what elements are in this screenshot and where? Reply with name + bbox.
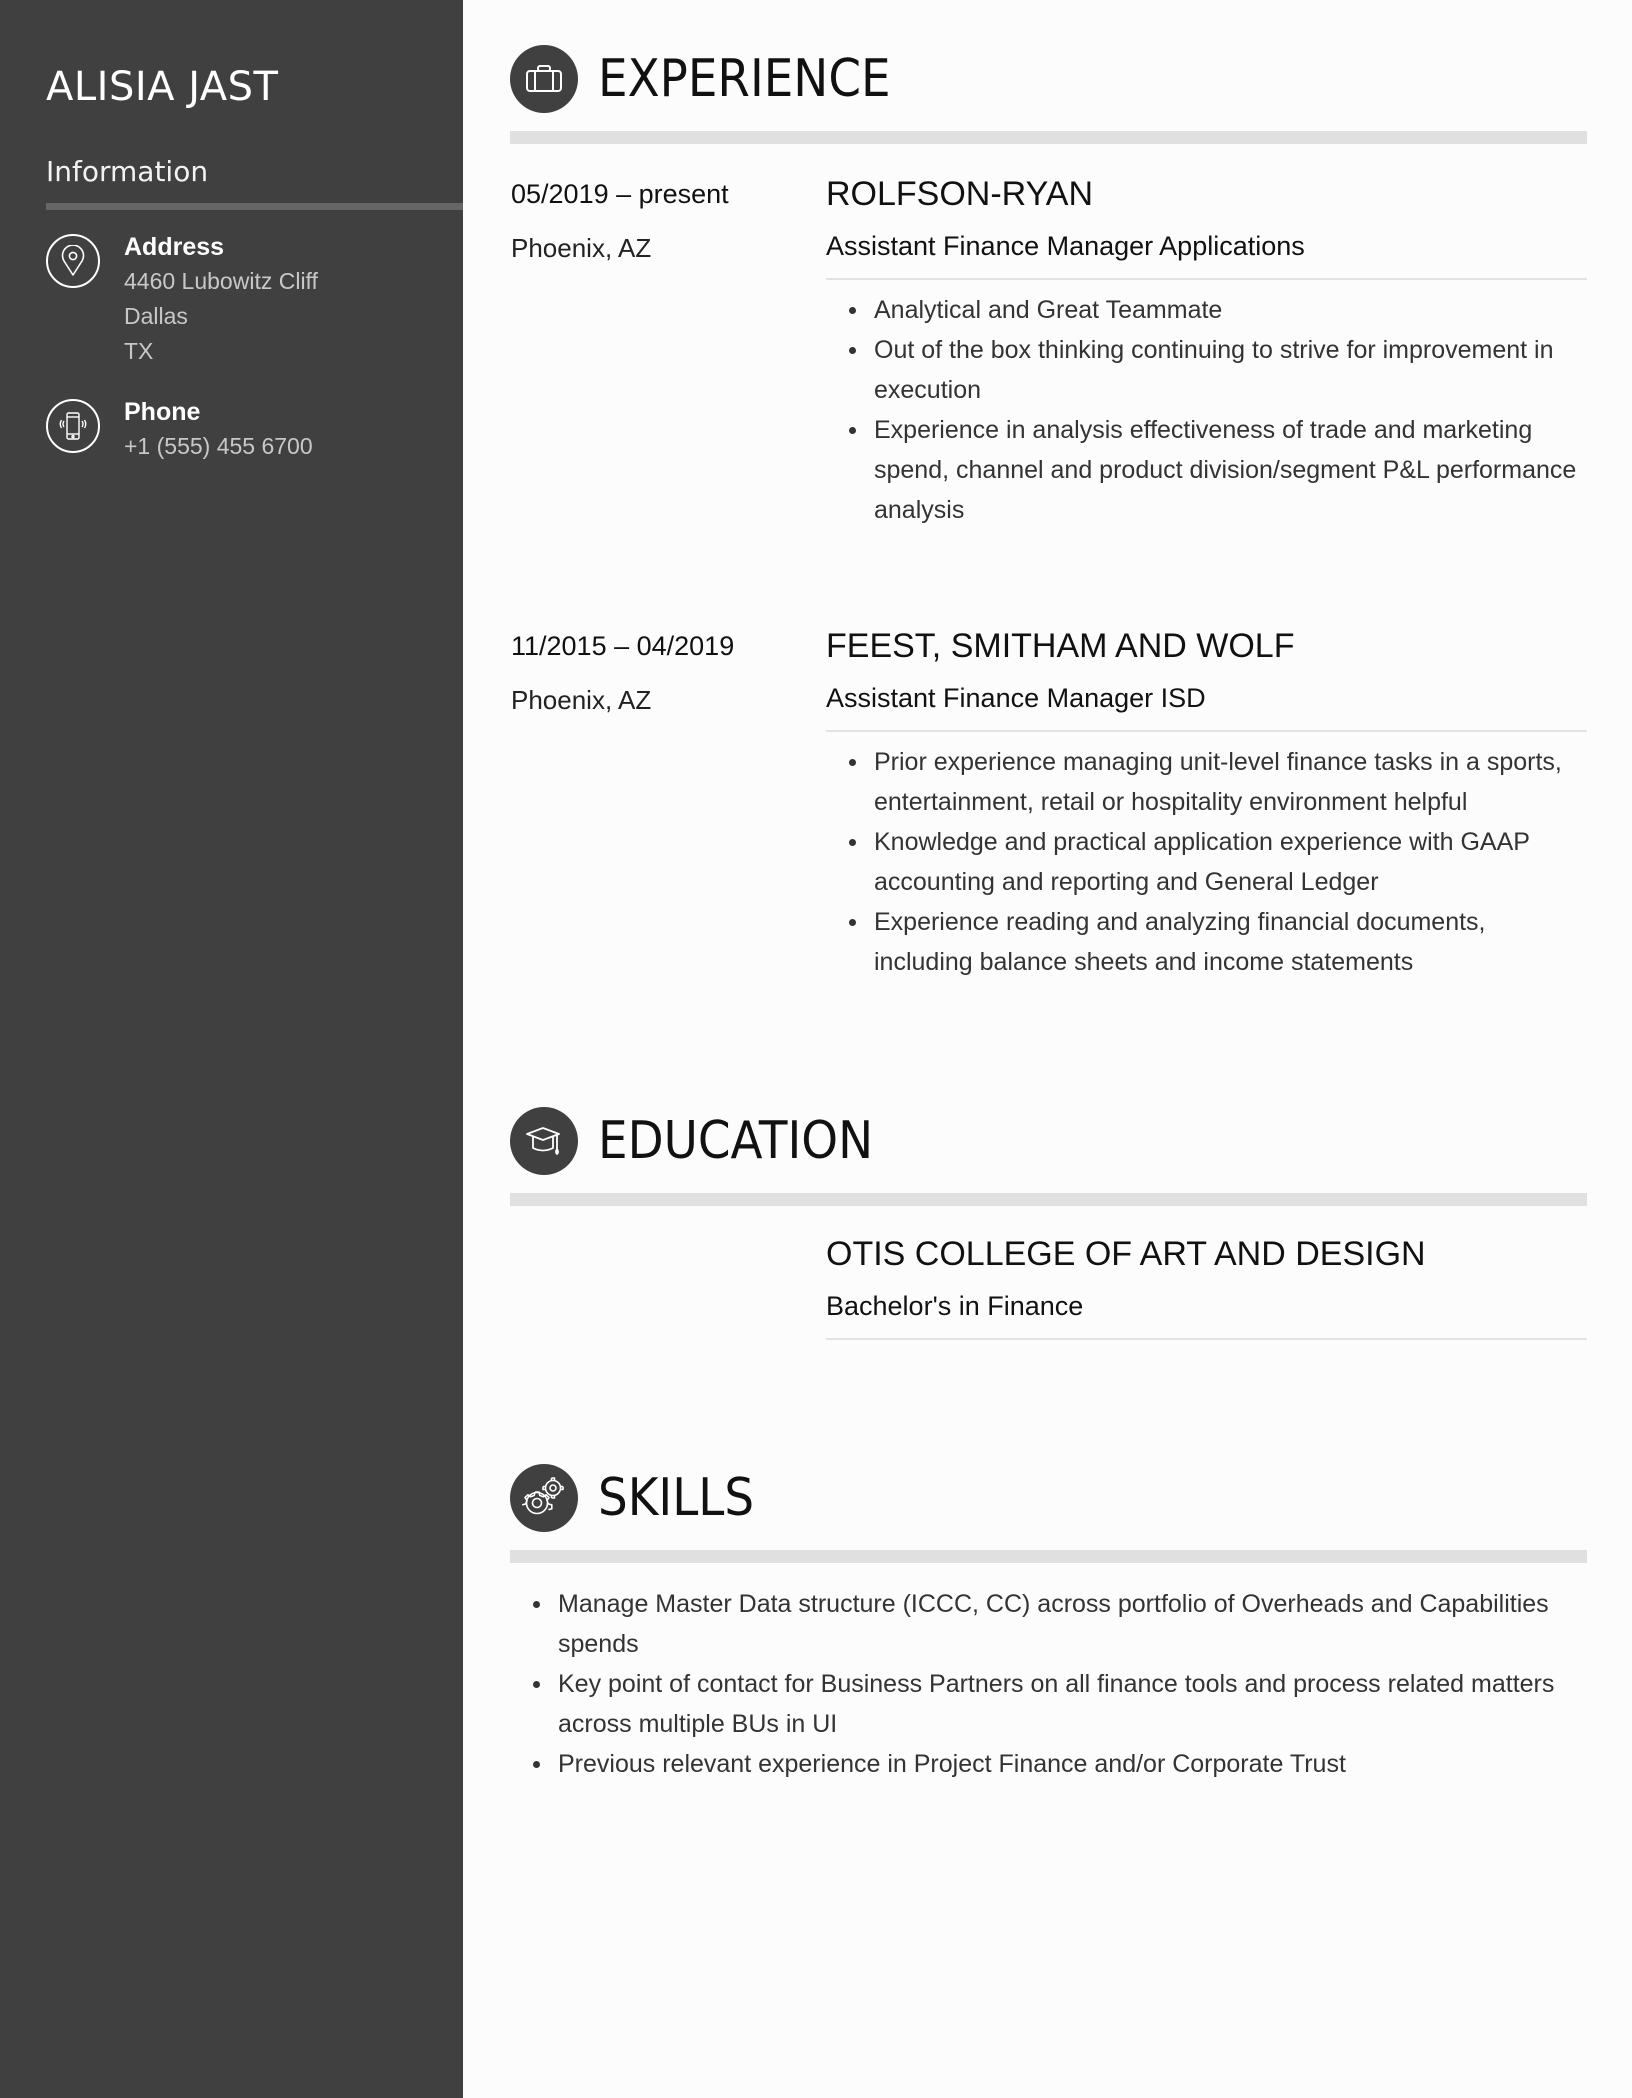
skills-divider-bar — [510, 1550, 1587, 1563]
experience-title: EXPERIENCE — [598, 49, 891, 109]
school-name: OTIS COLLEGE OF ART AND DESIGN — [826, 1235, 1426, 1273]
main-content — [463, 0, 1632, 2098]
phone-number: +1 (555) 455 6700 — [124, 433, 313, 459]
briefcase-icon — [510, 45, 578, 113]
job-dates: 05/2019 – present — [511, 179, 729, 209]
job-divider — [826, 278, 1587, 280]
job-dates: 11/2015 – 04/2019 — [511, 631, 735, 661]
sidebar — [0, 0, 463, 2098]
map-pin-icon — [46, 234, 100, 288]
job-title: Assistant Finance Manager ISD — [826, 683, 1206, 713]
gears-icon — [510, 1464, 578, 1532]
job-bullet: Experience in analysis effectiveness of trade and marketing spend, channel and product division/segment P&L performance analysis — [874, 410, 1587, 530]
graduation-cap-icon — [510, 1107, 578, 1175]
candidate-name: ALISIA JAST — [46, 64, 279, 110]
job-bullet: Prior experience managing unit-level finance tasks in a sports, entertainment, retail or hospitality environment helpful — [874, 742, 1587, 822]
skill-item: Manage Master Data structure (ICCC, CC) across portfolio of Overheads and Capabilities spends — [558, 1584, 1587, 1664]
job-bullet: Knowledge and practical application experience with GAAP accounting and reporting and General Ledger — [874, 822, 1587, 902]
job-bullet: Analytical and Great Teammate — [874, 290, 1587, 330]
phone-label: Phone — [124, 398, 201, 426]
job-location: Phoenix, AZ — [511, 685, 652, 715]
skill-item: Previous relevant experience in Project Finance and/or Corporate Trust — [558, 1744, 1587, 1784]
job-company: FEEST, SMITHAM AND WOLF — [826, 627, 1295, 665]
education-divider-bar — [510, 1193, 1587, 1206]
job-title: Assistant Finance Manager Applications — [826, 231, 1305, 261]
address-line-2: Dallas — [124, 303, 188, 329]
address-label: Address — [124, 233, 225, 261]
job-bullet-list — [826, 290, 1587, 530]
address-line-1: 4460 Lubowitz Cliff — [124, 268, 318, 294]
job-bullet: Experience reading and analyzing financial documents, including balance sheets and income statements — [874, 902, 1587, 982]
skills-title: SKILLS — [598, 1468, 755, 1528]
skills-list — [510, 1584, 1587, 1784]
job-divider — [826, 730, 1587, 732]
address-line-3: TX — [124, 338, 154, 364]
education-title: EDUCATION — [598, 1111, 874, 1171]
information-divider — [46, 203, 463, 210]
education-divider — [826, 1338, 1587, 1340]
smartphone-icon — [46, 399, 100, 453]
degree: Bachelor's in Finance — [826, 1291, 1084, 1321]
skill-item: Key point of contact for Business Partners on all finance tools and process related matters across multiple BUs in UI — [558, 1664, 1587, 1744]
job-bullet: Out of the box thinking continuing to strive for improvement in execution — [874, 330, 1587, 410]
information-heading: Information — [46, 155, 209, 188]
experience-divider-bar — [510, 131, 1587, 144]
job-location: Phoenix, AZ — [511, 233, 652, 263]
job-company: ROLFSON-RYAN — [826, 175, 1094, 213]
job-bullet-list — [826, 742, 1587, 982]
